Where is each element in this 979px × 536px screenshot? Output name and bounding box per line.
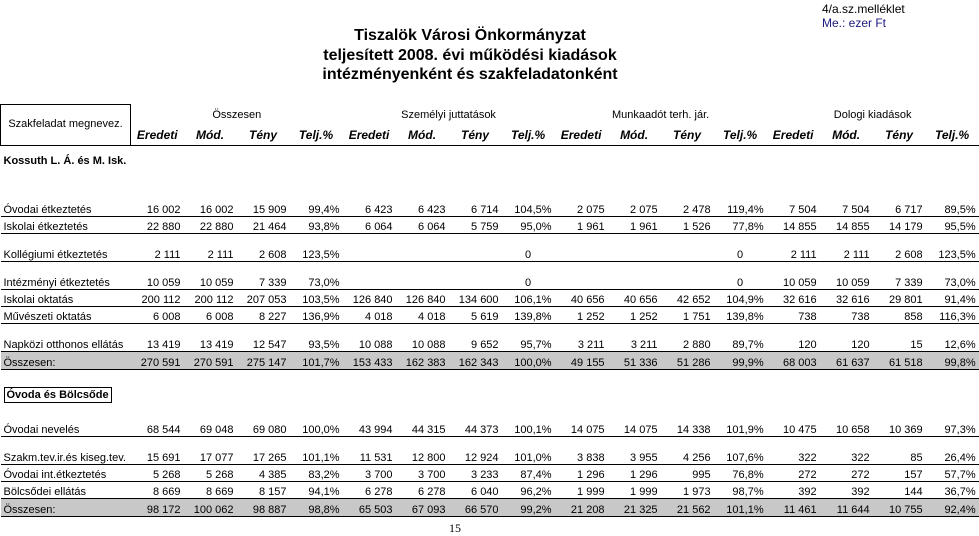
- value-cell: 87,4%: [502, 464, 555, 481]
- group-header-employer-contrib: Munkaadót terh. jár.: [611, 108, 710, 121]
- value-cell: 11 461: [767, 498, 820, 516]
- table-row: [1, 481, 979, 498]
- value-cell: 1 751: [661, 306, 714, 323]
- value-cell: 6 278: [343, 481, 396, 498]
- value-cell: 153 433: [343, 351, 396, 369]
- row-label: Kollégiumi étkeztetés: [1, 233, 131, 261]
- sub-header-telj: Telj.%: [714, 125, 767, 146]
- value-cell: 10 059: [820, 261, 873, 289]
- value-cell: 116,3%: [926, 306, 979, 323]
- row-label: Napközi otthonos ellátás: [1, 323, 131, 351]
- row-label: Iskolai étkeztetés: [1, 216, 131, 233]
- sub-header-eredeti: Eredeti: [767, 125, 820, 146]
- value-cell: 57,7%: [926, 464, 979, 481]
- value-cell: 22 880: [131, 216, 184, 233]
- value-cell: 157: [873, 464, 926, 481]
- table-row: [1, 261, 979, 289]
- value-cell: 12 547: [237, 323, 290, 351]
- value-cell: 6 423: [343, 200, 396, 217]
- group-header-row: [1, 105, 979, 125]
- value-cell: 10 369: [873, 420, 926, 437]
- value-cell: 29 801: [873, 289, 926, 306]
- value-cell: 21 325: [608, 498, 661, 516]
- group-header-personnel: Személyi juttatások: [401, 108, 496, 121]
- value-cell: 98,7%: [714, 481, 767, 498]
- value-cell: [343, 261, 396, 289]
- value-cell: 11 531: [343, 436, 396, 464]
- value-cell: 6 064: [396, 216, 449, 233]
- value-cell: 738: [820, 306, 873, 323]
- value-cell: 200 112: [184, 289, 237, 306]
- row-label: Összesen:: [1, 351, 131, 369]
- section-name: Kossuth L. Á. és M. Isk.: [3, 154, 127, 167]
- value-cell: [608, 233, 661, 261]
- value-cell: 270 591: [184, 351, 237, 369]
- value-cell: 139,8%: [502, 306, 555, 323]
- value-cell: 322: [767, 436, 820, 464]
- value-cell: 3 955: [608, 436, 661, 464]
- value-cell: 32 616: [820, 289, 873, 306]
- value-cell: 2 111: [184, 233, 237, 261]
- value-cell: 106,1%: [502, 289, 555, 306]
- value-cell: 2 608: [237, 233, 290, 261]
- value-cell: 3 211: [555, 323, 608, 351]
- value-cell: 275 147: [237, 351, 290, 369]
- value-cell: 207 053: [237, 289, 290, 306]
- sub-header-teny: Tény: [449, 125, 502, 146]
- value-cell: 8 669: [131, 481, 184, 498]
- value-cell: 49 155: [555, 351, 608, 369]
- value-cell: 4 385: [237, 464, 290, 481]
- sub-header-telj: Telj.%: [290, 125, 343, 146]
- value-cell: 995: [661, 464, 714, 481]
- row-header-cell: Szakfeladat megnevez.: [1, 105, 131, 146]
- table-row: [1, 233, 979, 261]
- value-cell: 91,4%: [926, 289, 979, 306]
- value-cell: 12 924: [449, 436, 502, 464]
- value-cell: 0: [502, 261, 555, 289]
- value-cell: 89,5%: [926, 200, 979, 217]
- value-cell: 93,5%: [290, 323, 343, 351]
- value-cell: [661, 233, 714, 261]
- value-cell: 2 880: [661, 323, 714, 351]
- value-cell: [396, 261, 449, 289]
- table-row: [1, 436, 979, 464]
- value-cell: 65 503: [343, 498, 396, 516]
- value-cell: 103,5%: [290, 289, 343, 306]
- value-cell: 123,5%: [926, 233, 979, 261]
- group-header-material: Dologi kiadások: [833, 108, 912, 121]
- value-cell: 4 018: [396, 306, 449, 323]
- value-cell: 120: [767, 323, 820, 351]
- value-cell: 162 343: [449, 351, 502, 369]
- value-cell: 101,1%: [714, 498, 767, 516]
- value-cell: 101,7%: [290, 351, 343, 369]
- row-label: Összesen:: [1, 498, 131, 516]
- row-label: Művészeti oktatás: [1, 306, 131, 323]
- value-cell: 1 961: [555, 216, 608, 233]
- value-cell: 22 880: [184, 216, 237, 233]
- value-cell: 16 002: [131, 200, 184, 217]
- value-cell: 2 478: [661, 200, 714, 217]
- table-row: [1, 420, 979, 437]
- value-cell: 10 059: [184, 261, 237, 289]
- value-cell: 2 111: [131, 233, 184, 261]
- value-cell: 40 656: [555, 289, 608, 306]
- value-cell: 272: [767, 464, 820, 481]
- row-label: Iskolai oktatás: [1, 289, 131, 306]
- value-cell: 93,8%: [290, 216, 343, 233]
- value-cell: 89,7%: [714, 323, 767, 351]
- sub-header-teny: Tény: [873, 125, 926, 146]
- section-header: [1, 369, 979, 420]
- value-cell: 51 336: [608, 351, 661, 369]
- group-header-total: Összesen: [212, 108, 262, 121]
- value-cell: 392: [820, 481, 873, 498]
- value-cell: 6 717: [873, 200, 926, 217]
- value-cell: 5 759: [449, 216, 502, 233]
- table-row: [1, 464, 979, 481]
- value-cell: 14 075: [555, 420, 608, 437]
- value-cell: 11 644: [820, 498, 873, 516]
- section-header: [1, 145, 979, 200]
- table-row: [1, 200, 979, 217]
- value-cell: 92,4%: [926, 498, 979, 516]
- value-cell: 73,0%: [926, 261, 979, 289]
- value-cell: 3 700: [396, 464, 449, 481]
- value-cell: 98,8%: [290, 498, 343, 516]
- value-cell: 100,0%: [502, 351, 555, 369]
- sub-header-teny: Tény: [661, 125, 714, 146]
- row-label: Óvodai int.étkeztetés: [1, 464, 131, 481]
- value-cell: 95,7%: [502, 323, 555, 351]
- value-cell: 10 059: [767, 261, 820, 289]
- value-cell: 99,4%: [290, 200, 343, 217]
- annex-info: [822, 2, 905, 30]
- sub-header-mod: Mód.: [396, 125, 449, 146]
- value-cell: 3 233: [449, 464, 502, 481]
- expenditure-table: [0, 104, 979, 517]
- value-cell: 8 227: [237, 306, 290, 323]
- value-cell: 77,8%: [714, 216, 767, 233]
- value-cell: 94,1%: [290, 481, 343, 498]
- value-cell: 99,9%: [714, 351, 767, 369]
- value-cell: 14 179: [873, 216, 926, 233]
- row-label: Bölcsődei ellátás: [1, 481, 131, 498]
- value-cell: 392: [767, 481, 820, 498]
- value-cell: [608, 261, 661, 289]
- value-cell: 67 093: [396, 498, 449, 516]
- value-cell: 21 208: [555, 498, 608, 516]
- value-cell: 12 800: [396, 436, 449, 464]
- value-cell: 7 339: [873, 261, 926, 289]
- value-cell: 5 268: [184, 464, 237, 481]
- value-cell: 119,4%: [714, 200, 767, 217]
- title-line-2: teljesített 2008. évi működési kiadások: [323, 46, 617, 64]
- value-cell: [555, 261, 608, 289]
- value-cell: 1 961: [608, 216, 661, 233]
- value-cell: 10 755: [873, 498, 926, 516]
- value-cell: 10 088: [343, 323, 396, 351]
- value-cell: 6 064: [343, 216, 396, 233]
- value-cell: 21 562: [661, 498, 714, 516]
- value-cell: 10 059: [131, 261, 184, 289]
- value-cell: 97,3%: [926, 420, 979, 437]
- value-cell: 7 504: [820, 200, 873, 217]
- value-cell: 73,0%: [290, 261, 343, 289]
- sub-header-eredeti: Eredeti: [555, 125, 608, 146]
- page-number: 15: [449, 521, 461, 535]
- value-cell: 738: [767, 306, 820, 323]
- value-cell: 10 658: [820, 420, 873, 437]
- value-cell: 69 080: [237, 420, 290, 437]
- value-cell: 5 619: [449, 306, 502, 323]
- value-cell: 3 211: [608, 323, 661, 351]
- value-cell: 95,5%: [926, 216, 979, 233]
- value-cell: 2 075: [608, 200, 661, 217]
- value-cell: 104,9%: [714, 289, 767, 306]
- value-cell: 858: [873, 306, 926, 323]
- value-cell: 2 608: [873, 233, 926, 261]
- value-cell: 66 570: [449, 498, 502, 516]
- row-label: Intézményi étkeztetés: [1, 261, 131, 289]
- sub-header-telj: Telj.%: [502, 125, 555, 146]
- value-cell: 100 062: [184, 498, 237, 516]
- value-cell: 16 002: [184, 200, 237, 217]
- value-cell: 1 296: [555, 464, 608, 481]
- value-cell: 40 656: [608, 289, 661, 306]
- value-cell: 200 112: [131, 289, 184, 306]
- value-cell: 14 338: [661, 420, 714, 437]
- value-cell: 44 373: [449, 420, 502, 437]
- value-cell: 136,9%: [290, 306, 343, 323]
- value-cell: 12,6%: [926, 323, 979, 351]
- value-cell: 104,5%: [502, 200, 555, 217]
- value-cell: 3 700: [343, 464, 396, 481]
- row-label: Óvodai nevelés: [1, 420, 131, 437]
- value-cell: 15 691: [131, 436, 184, 464]
- value-cell: 4 018: [343, 306, 396, 323]
- value-cell: 4 256: [661, 436, 714, 464]
- value-cell: 98 887: [237, 498, 290, 516]
- value-cell: 21 464: [237, 216, 290, 233]
- value-cell: 144: [873, 481, 926, 498]
- value-cell: 1 999: [555, 481, 608, 498]
- value-cell: 1 973: [661, 481, 714, 498]
- value-cell: 99,2%: [502, 498, 555, 516]
- value-cell: 8 157: [237, 481, 290, 498]
- value-cell: 36,7%: [926, 481, 979, 498]
- value-cell: 69 048: [184, 420, 237, 437]
- value-cell: 100,0%: [290, 420, 343, 437]
- value-cell: 43 994: [343, 420, 396, 437]
- value-cell: 8 669: [184, 481, 237, 498]
- value-cell: 13 419: [131, 323, 184, 351]
- value-cell: 6 714: [449, 200, 502, 217]
- value-cell: 99,8%: [926, 351, 979, 369]
- table-row: [1, 289, 979, 306]
- sub-header-teny: Tény: [237, 125, 290, 146]
- value-cell: 96,2%: [502, 481, 555, 498]
- value-cell: [396, 233, 449, 261]
- title-line-3: intézményenként és szakfeladatonként: [322, 66, 618, 83]
- sub-header-mod: Mód.: [820, 125, 873, 146]
- value-cell: 17 265: [237, 436, 290, 464]
- value-cell: 6 423: [396, 200, 449, 217]
- value-cell: 6 278: [396, 481, 449, 498]
- total-row: [1, 351, 979, 369]
- value-cell: 101,1%: [290, 436, 343, 464]
- value-cell: 322: [820, 436, 873, 464]
- sub-header-mod: Mód.: [184, 125, 237, 146]
- value-cell: 1 526: [661, 216, 714, 233]
- value-cell: 14 075: [608, 420, 661, 437]
- value-cell: 44 315: [396, 420, 449, 437]
- value-cell: 0: [502, 233, 555, 261]
- value-cell: 85: [873, 436, 926, 464]
- value-cell: 1 296: [608, 464, 661, 481]
- value-cell: [449, 233, 502, 261]
- value-cell: 51 286: [661, 351, 714, 369]
- value-cell: 1 252: [555, 306, 608, 323]
- value-cell: 162 383: [396, 351, 449, 369]
- row-label: Óvodai étkeztetés: [1, 200, 131, 217]
- value-cell: 9 652: [449, 323, 502, 351]
- value-cell: 5 268: [131, 464, 184, 481]
- value-cell: 139,8%: [714, 306, 767, 323]
- value-cell: 2 075: [555, 200, 608, 217]
- value-cell: 126 840: [396, 289, 449, 306]
- title-line-1: Tiszalök Városi Önkormányzat: [354, 27, 586, 44]
- value-cell: 6 008: [131, 306, 184, 323]
- value-cell: 83,2%: [290, 464, 343, 481]
- value-cell: 7 504: [767, 200, 820, 217]
- value-cell: 95,0%: [502, 216, 555, 233]
- value-cell: 272: [820, 464, 873, 481]
- value-cell: 32 616: [767, 289, 820, 306]
- value-cell: 6 008: [184, 306, 237, 323]
- value-cell: 76,8%: [714, 464, 767, 481]
- value-cell: 0: [714, 233, 767, 261]
- value-cell: 107,6%: [714, 436, 767, 464]
- section-name: Óvoda és Bölcsőde: [4, 387, 112, 403]
- report-title: [300, 26, 640, 85]
- value-cell: 26,4%: [926, 436, 979, 464]
- value-cell: 14 855: [767, 216, 820, 233]
- value-cell: 7 339: [237, 261, 290, 289]
- sub-header-telj: Telj.%: [926, 125, 979, 146]
- value-cell: 120: [820, 323, 873, 351]
- value-cell: 134 600: [449, 289, 502, 306]
- unit-label: Me.: ezer Ft: [822, 16, 887, 30]
- value-cell: 10 088: [396, 323, 449, 351]
- value-cell: 98 172: [131, 498, 184, 516]
- value-cell: 0: [714, 261, 767, 289]
- value-cell: 101,0%: [502, 436, 555, 464]
- total-row: [1, 498, 979, 516]
- value-cell: 61 518: [873, 351, 926, 369]
- row-label: Szakm.tev.ir.és kiseg.tev.: [1, 436, 131, 464]
- value-cell: 14 855: [820, 216, 873, 233]
- sub-header-mod: Mód.: [608, 125, 661, 146]
- value-cell: [343, 233, 396, 261]
- sub-header-eredeti: Eredeti: [131, 125, 184, 146]
- table-row: [1, 216, 979, 233]
- value-cell: 6 040: [449, 481, 502, 498]
- value-cell: 2 111: [767, 233, 820, 261]
- value-cell: [661, 261, 714, 289]
- value-cell: 17 077: [184, 436, 237, 464]
- value-cell: 68 544: [131, 420, 184, 437]
- value-cell: 61 637: [820, 351, 873, 369]
- value-cell: 1 999: [608, 481, 661, 498]
- value-cell: [449, 261, 502, 289]
- sub-header-row: [1, 125, 979, 146]
- value-cell: 126 840: [343, 289, 396, 306]
- value-cell: 10 475: [767, 420, 820, 437]
- value-cell: 101,9%: [714, 420, 767, 437]
- sub-header-eredeti: Eredeti: [343, 125, 396, 146]
- value-cell: 123,5%: [290, 233, 343, 261]
- value-cell: 1 252: [608, 306, 661, 323]
- value-cell: 42 652: [661, 289, 714, 306]
- value-cell: 100,1%: [502, 420, 555, 437]
- table-row: [1, 323, 979, 351]
- value-cell: 270 591: [131, 351, 184, 369]
- table-row: [1, 306, 979, 323]
- annex-label: 4/a.sz.melléklet: [822, 2, 905, 16]
- value-cell: [555, 233, 608, 261]
- value-cell: 68 003: [767, 351, 820, 369]
- value-cell: 15: [873, 323, 926, 351]
- value-cell: 2 111: [820, 233, 873, 261]
- value-cell: 13 419: [184, 323, 237, 351]
- value-cell: 3 838: [555, 436, 608, 464]
- value-cell: 15 909: [237, 200, 290, 217]
